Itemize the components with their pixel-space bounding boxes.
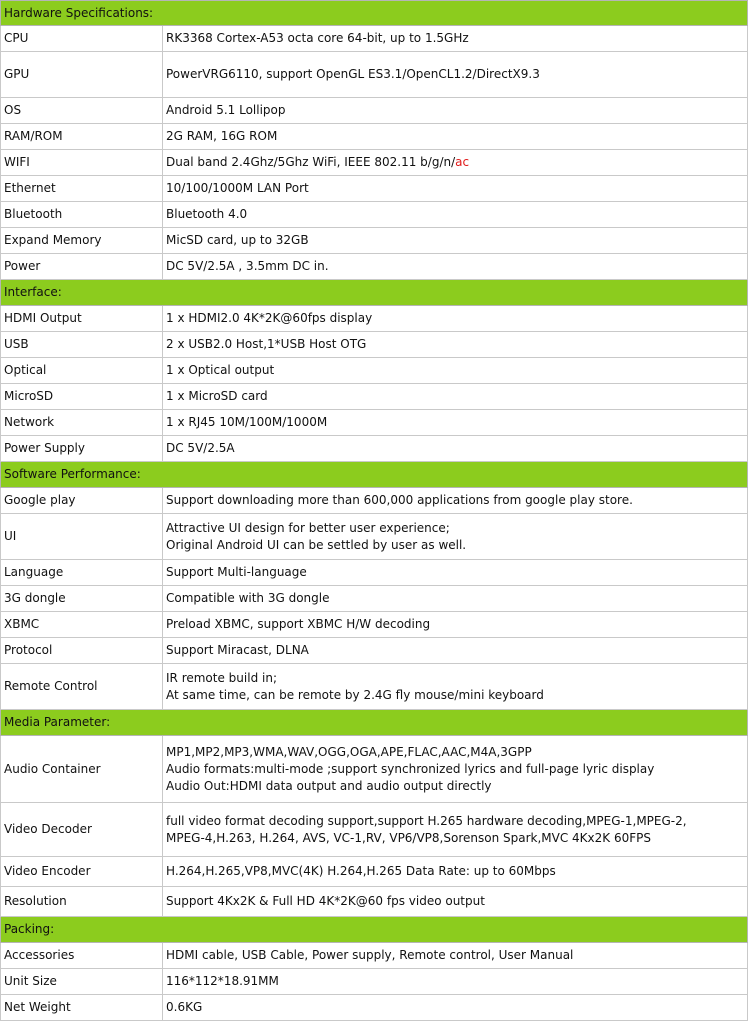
table-row [1, 969, 748, 995]
spec-value: 0.6KG [163, 995, 748, 1021]
table-row [1, 358, 748, 384]
table-row [1, 943, 748, 969]
wifi-value: Dual band 2.4Ghz/5Ghz WiFi, IEEE 802.11 b/g/n/ [166, 155, 456, 169]
table-row [1, 803, 748, 857]
section-title: Packing: [1, 917, 748, 943]
spec-label: Bluetooth [1, 202, 163, 228]
spec-label: Power Supply [1, 436, 163, 462]
table-row [1, 887, 748, 917]
spec-value: Preload XBMC, support XBMC H/W decoding [163, 612, 748, 638]
spec-label: USB [1, 332, 163, 358]
table-row [1, 254, 748, 280]
spec-value-line: At same time, can be remote by 2.4G fly mouse/mini keyboard [166, 687, 544, 702]
spec-value: 1 x Optical output [163, 358, 748, 384]
table-row [1, 586, 748, 612]
spec-value: Support downloading more than 600,000 applications from google play store. [163, 488, 748, 514]
spec-value: 10/100/1000M LAN Port [163, 176, 748, 202]
table-row [1, 306, 748, 332]
spec-value: HDMI cable, USB Cable, Power supply, Remote control, User Manual [163, 943, 748, 969]
spec-label: XBMC [1, 612, 163, 638]
spec-value: Support 4Kx2K & Full HD 4K*2K@60 fps video output [163, 887, 748, 917]
table-row [1, 857, 748, 887]
spec-value: H.264,H.265,VP8,MVC(4K) H.264,H.265 Data Rate: up to 60Mbps [163, 857, 748, 887]
table-row [1, 52, 748, 98]
spec-value-line: MP1,MP2,MP3,WMA,WAV,OGG,OGA,APE,FLAC,AAC,M4A,3GPP [166, 744, 532, 759]
spec-value-line: full video format decoding support,support H.265 hardware decoding,MPEG-1,MPEG-2, [166, 813, 687, 828]
spec-label: Video Encoder [1, 857, 163, 887]
spec-label: Optical [1, 358, 163, 384]
spec-value [163, 803, 748, 857]
table-row [1, 995, 748, 1021]
spec-label: GPU [1, 52, 163, 98]
spec-label: Ethernet [1, 176, 163, 202]
section-title: Software Performance: [1, 462, 748, 488]
spec-value: 1 x RJ45 10M/100M/1000M [163, 410, 748, 436]
spec-label: Video Decoder [1, 803, 163, 857]
spec-value [163, 664, 748, 710]
spec-label: HDMI Output [1, 306, 163, 332]
table-row [1, 410, 748, 436]
spec-label: Protocol [1, 638, 163, 664]
table-row [1, 736, 748, 803]
spec-value: Support Multi-language [163, 560, 748, 586]
spec-label: 3G dongle [1, 586, 163, 612]
spec-value: MicSD card, up to 32GB [163, 228, 748, 254]
section-title: Media Parameter: [1, 710, 748, 736]
spec-label: Power [1, 254, 163, 280]
spec-value [163, 150, 748, 176]
spec-value: DC 5V/2.5A [163, 436, 748, 462]
table-row [1, 638, 748, 664]
spec-value [163, 736, 748, 803]
spec-value: PowerVRG6110, support OpenGL ES3.1/OpenCL1.2/DirectX9.3 [163, 52, 748, 98]
spec-label: WIFI [1, 150, 163, 176]
spec-value-line: MPEG-4,H.263, H.264, AVS, VC-1,RV, VP6/VP8,Sorenson Spark,MVC 4Kx2K 60FPS [166, 830, 651, 845]
spec-value: 2 x USB2.0 Host,1*USB Host OTG [163, 332, 748, 358]
table-row [1, 124, 748, 150]
section-packing [1, 917, 748, 943]
table-row [1, 612, 748, 638]
table-row [1, 26, 748, 52]
spec-value [163, 514, 748, 560]
spec-label: UI [1, 514, 163, 560]
section-software [1, 462, 748, 488]
spec-label: Language [1, 560, 163, 586]
spec-label: CPU [1, 26, 163, 52]
spec-label: RAM/ROM [1, 124, 163, 150]
spec-value: Bluetooth 4.0 [163, 202, 748, 228]
table-row [1, 332, 748, 358]
spec-value: RK3368 Cortex-A53 octa core 64-bit, up to 1.5GHz [163, 26, 748, 52]
spec-value: Android 5.1 Lollipop [163, 98, 748, 124]
table-row [1, 202, 748, 228]
table-row [1, 150, 748, 176]
spec-value: Support Miracast, DLNA [163, 638, 748, 664]
table-row [1, 514, 748, 560]
spec-label: Expand Memory [1, 228, 163, 254]
spec-label: Remote Control [1, 664, 163, 710]
table-row [1, 560, 748, 586]
spec-value-line: Original Android UI can be settled by user as well. [166, 537, 467, 552]
section-media [1, 710, 748, 736]
spec-value: 116*112*18.91MM [163, 969, 748, 995]
table-row [1, 228, 748, 254]
spec-label: Accessories [1, 943, 163, 969]
spec-label: MicroSD [1, 384, 163, 410]
spec-label: Unit Size [1, 969, 163, 995]
spec-value: DC 5V/2.5A , 3.5mm DC in. [163, 254, 748, 280]
spec-label: OS [1, 98, 163, 124]
spec-value-line: IR remote build in; [166, 670, 277, 685]
spec-value-line: Audio formats:multi-mode ;support synchronized lyrics and full-page lyric display [166, 761, 655, 776]
spec-value: 1 x HDMI2.0 4K*2K@60fps display [163, 306, 748, 332]
spec-label: Google play [1, 488, 163, 514]
spec-value: 1 x MicroSD card [163, 384, 748, 410]
spec-value-line: Attractive UI design for better user experience; [166, 520, 450, 535]
spec-label: Resolution [1, 887, 163, 917]
section-title: Hardware Specifications: [1, 1, 748, 26]
table-row [1, 384, 748, 410]
spec-label: Audio Container [1, 736, 163, 803]
spec-value: Compatible with 3G dongle [163, 586, 748, 612]
table-row [1, 488, 748, 514]
spec-label: Network [1, 410, 163, 436]
spec-label: Net Weight [1, 995, 163, 1021]
table-row [1, 436, 748, 462]
section-hardware [1, 1, 748, 26]
section-interface [1, 280, 748, 306]
wifi-ac-highlight: ac [455, 155, 470, 169]
table-row [1, 98, 748, 124]
section-title: Interface: [1, 280, 748, 306]
table-row [1, 176, 748, 202]
spec-value-line: Audio Out:HDMI data output and audio output directly [166, 778, 492, 793]
table-row [1, 664, 748, 710]
spec-value: 2G RAM, 16G ROM [163, 124, 748, 150]
